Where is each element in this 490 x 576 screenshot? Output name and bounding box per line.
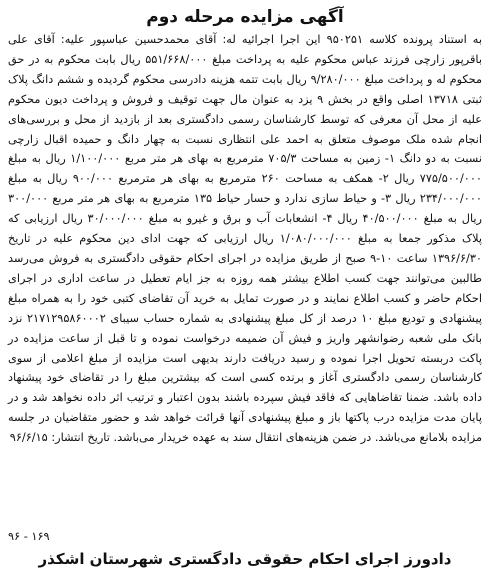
notice-title: آگهی مزایده مرحله دوم <box>146 7 344 27</box>
notice-body: به استناد پرونده کلاسه ۹۵۰۲۵۱ این اجرا اجرائیه له: آقای محمدحسین عباسپور علیه: آقای علی باقرپور زارچی فرزند عباس محکوم علیه به پرداخت مبلغ ۵۵۱/۶۶۸/۰۰۰ ریال بابت محکوم به در حق محکوم له و پرداخت مبلغ ۹/۲۸۰/۰۰۰ ریال بابت تتمه هزینه دادرسی محکوم گردیده و ششم دانگ پلاک ثبتی ۱۳۷۱۸ اصلی واقع در بخش ۹ یزد به عنوان مال جهت توقیف و فروش و پرداخت دیون محکوم علیه از محل آن معرفی که توسط کارشناسان رسمی دادگستری بعد از بازدید از محل و بررسی‌های انجام شده ملک موصوف متعلق به احمد علی انتظاری نسبت به چهار دانگ و حمیده اقبال زارچی نسبت به دو دانگ ۱- زمین به مساحت ۷۰۵/۳ مترمربع به بهای هر متر مربع ۱/۱۰۰/۰۰۰ ریال به مبلغ ۷۷۵/۵۰۰/۰۰۰ ریال ۲- همکف به مساحت ۲۶۰ مترمربع به بهای هر مترمربع ۹۰۰/۰۰۰ ریال به مبلغ ۲۳۴/۰۰۰/۰۰۰ ریال ۳- و حیاط سازی ندارد و حسار حیاط ۱۳۵ مترمربع به بهای هر متر مربع ۳۰۰/۰۰۰ ریال به مبلغ ۴۰/۵۰۰/۰۰۰ ریال ۴- انشعابات آب و برق و غیرو به مبلغ ۳۰/۰۰۰/۰۰۰ ریال ارزیابی که پلاک مذکور جمعا به مبلغ ۱/۰۸۰/۰۰۰/۰۰۰ ریال ارزیابی که جهت ادای دین محکوم علیه در تاریخ ۱۳۹۶/۶/۳۰ ساعت ۱۰-۹ صبح از طریق مزایده در اجرای احکام حقوقی دادگستری به فروش می‌رسد طالبین می‌توانند جهت کسب اطلاع بیشتر همه روزه به جز ایام تعطیل در ساعت اداری در اجرای احکام حاضر و کسب اطلاع نمایند و در صورت تمایل به خرید آن تقاضای کتبی خود را به همراه مبلغ پیشنهادی و تودیع مبلغ ۱۰ درصد از کل مبلغ پیشنهادی به شماره حساب سیبای ۲۱۷۱۲۹۵۸۶۰۰۰۲ نزد بانک ملی شعبه رضوانشهر واریز و فیش آن ضمیمه درخواست نموده و تا قبل از ساعت مزایده در پاکت دربسته تحویل اجرا نموده و رسید دریافت دارند بدیهی است مزایده از مبلغ اعلامی از سوی کارشناسان رسمی دادگستری آغاز و برنده کسی است که بیشترین مبلغ را در تقاضای خود پیشنهاد داده باشد. ضمنا تقاضاهایی که فاقد فیش سپرده باشند بدون اعتبار و ترتیب اثر داده نخواهد شد و در پایان مدت مزایده درب پاکتها باز و مبلغ پیشنهادی آنها قرائت خواهد شد و حضور متقاضیان در جلسه مزایده بلامانع می‌باشد. در ضمن هزینه‌های انتقال سند به عهده خریدار می‌باشد. تاریخ انتشار: ۹۶/۶/۱۵ <box>8 33 483 445</box>
notice-reference: ۱۶۹ - ۹۶ <box>8 530 50 543</box>
notice-footer <box>8 528 482 546</box>
notice-signature: دادورز اجرای احکام حقوقی دادگستری شهرستان اشکذر <box>38 550 452 568</box>
